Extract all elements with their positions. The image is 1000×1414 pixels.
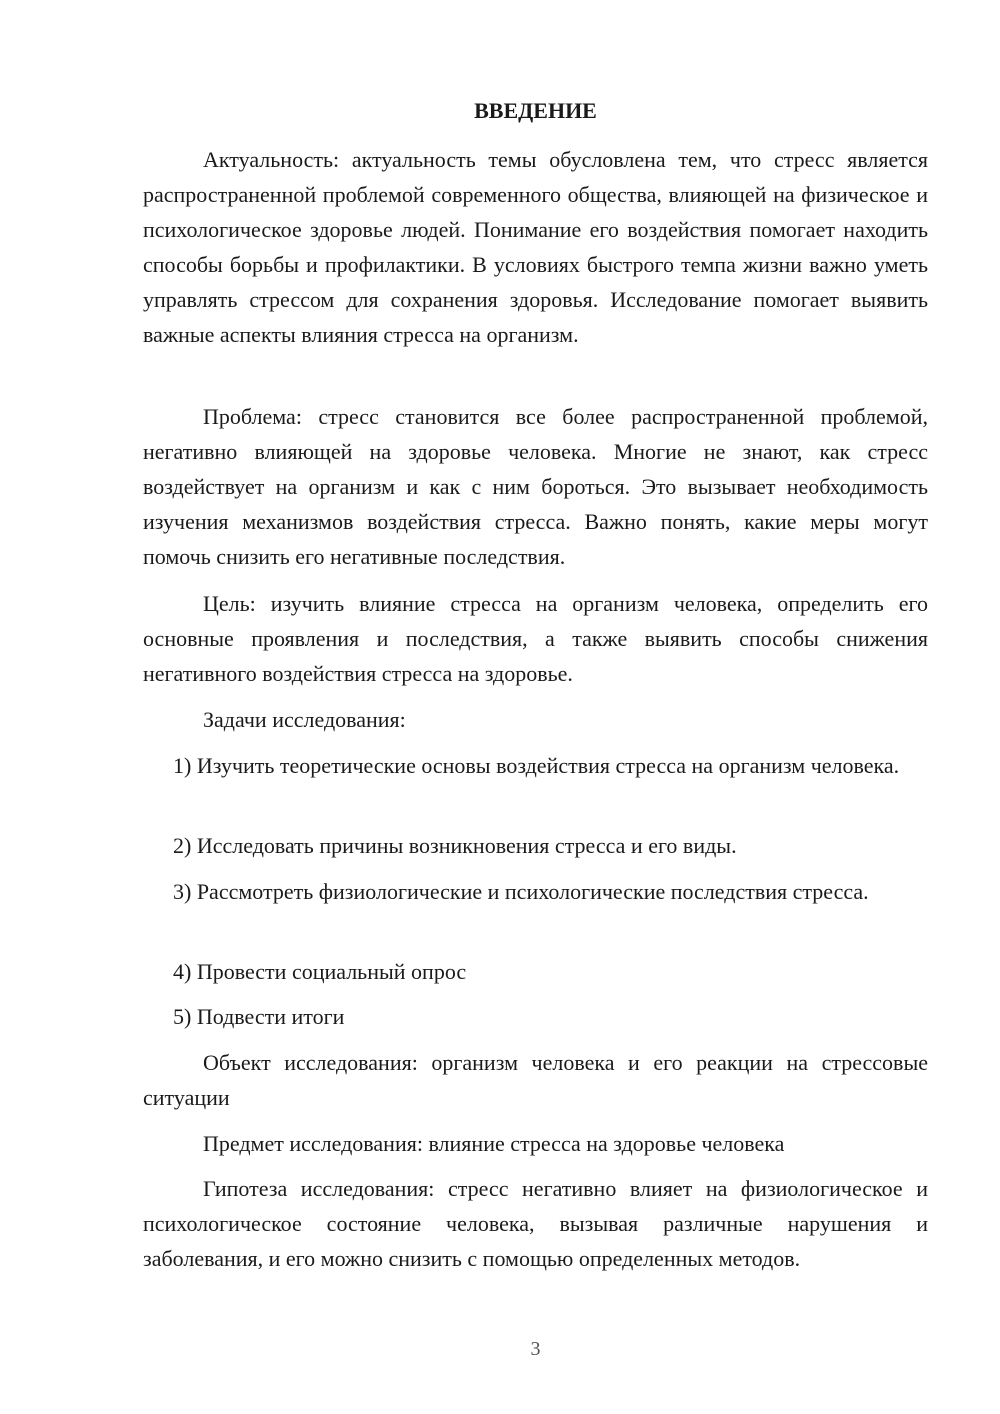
task-item-5: 5) Подвести итоги bbox=[173, 1004, 345, 1029]
page-title: ВВЕДЕНИЕ bbox=[474, 98, 597, 123]
tasks-heading: Задачи исследования: bbox=[203, 707, 406, 732]
task-item-1: 1) Изучить теоретические основы воздействия стресса на организм человека. bbox=[173, 753, 900, 778]
task-item-4: 4) Провести социальный опрос bbox=[173, 959, 467, 984]
relevance-paragraph: Актуальность: актуальность темы обусловлена тем, что стресс является распространенной проблемой современного общества, влияющей на физическое и психологическое здоровье людей. Понимание его воздействия помогает находить способы борьбы и профилактики. В условиях быстрого темпа жизни важно уметь управлять стрессом для сохранения здоровья. Исследование помогает выявить важные аспекты влияния стресса на организм. bbox=[143, 147, 928, 347]
page-number: 3 bbox=[530, 1338, 541, 1360]
problem-paragraph: Проблема: стресс становится все более распространенной проблемой, негативно влияющей на здоровье человека. Многие не знают, как стресс воздействует на организм и как с ним бороться. Это вызывает необходимость изучения механизмов воздействия стресса. Важно понять, какие меры могут помочь снизить его негативные последствия. bbox=[143, 404, 928, 569]
hypothesis-paragraph: Гипотеза исследования: стресс негативно влияет на физиологическое и психологическое состояние человека, вызывая различные нарушения и заболевания, и его можно снизить с помощью определенных методов. bbox=[143, 1176, 928, 1271]
object-paragraph: Объект исследования: организм человека и его реакции на стрессовые ситуации bbox=[143, 1050, 928, 1110]
task-item-3: 3) Рассмотреть физиологические и психологические последствия стресса. bbox=[173, 879, 869, 904]
subject-paragraph: Предмет исследования: влияние стресса на здоровье человека bbox=[203, 1131, 785, 1156]
task-item-2: 2) Исследовать причины возникновения стресса и его виды. bbox=[173, 833, 737, 858]
goal-paragraph: Цель: изучить влияние стресса на организм человека, определить его основные проявления и последствия, а также выявить способы снижения негативного воздействия стресса на здоровье. bbox=[143, 591, 928, 686]
